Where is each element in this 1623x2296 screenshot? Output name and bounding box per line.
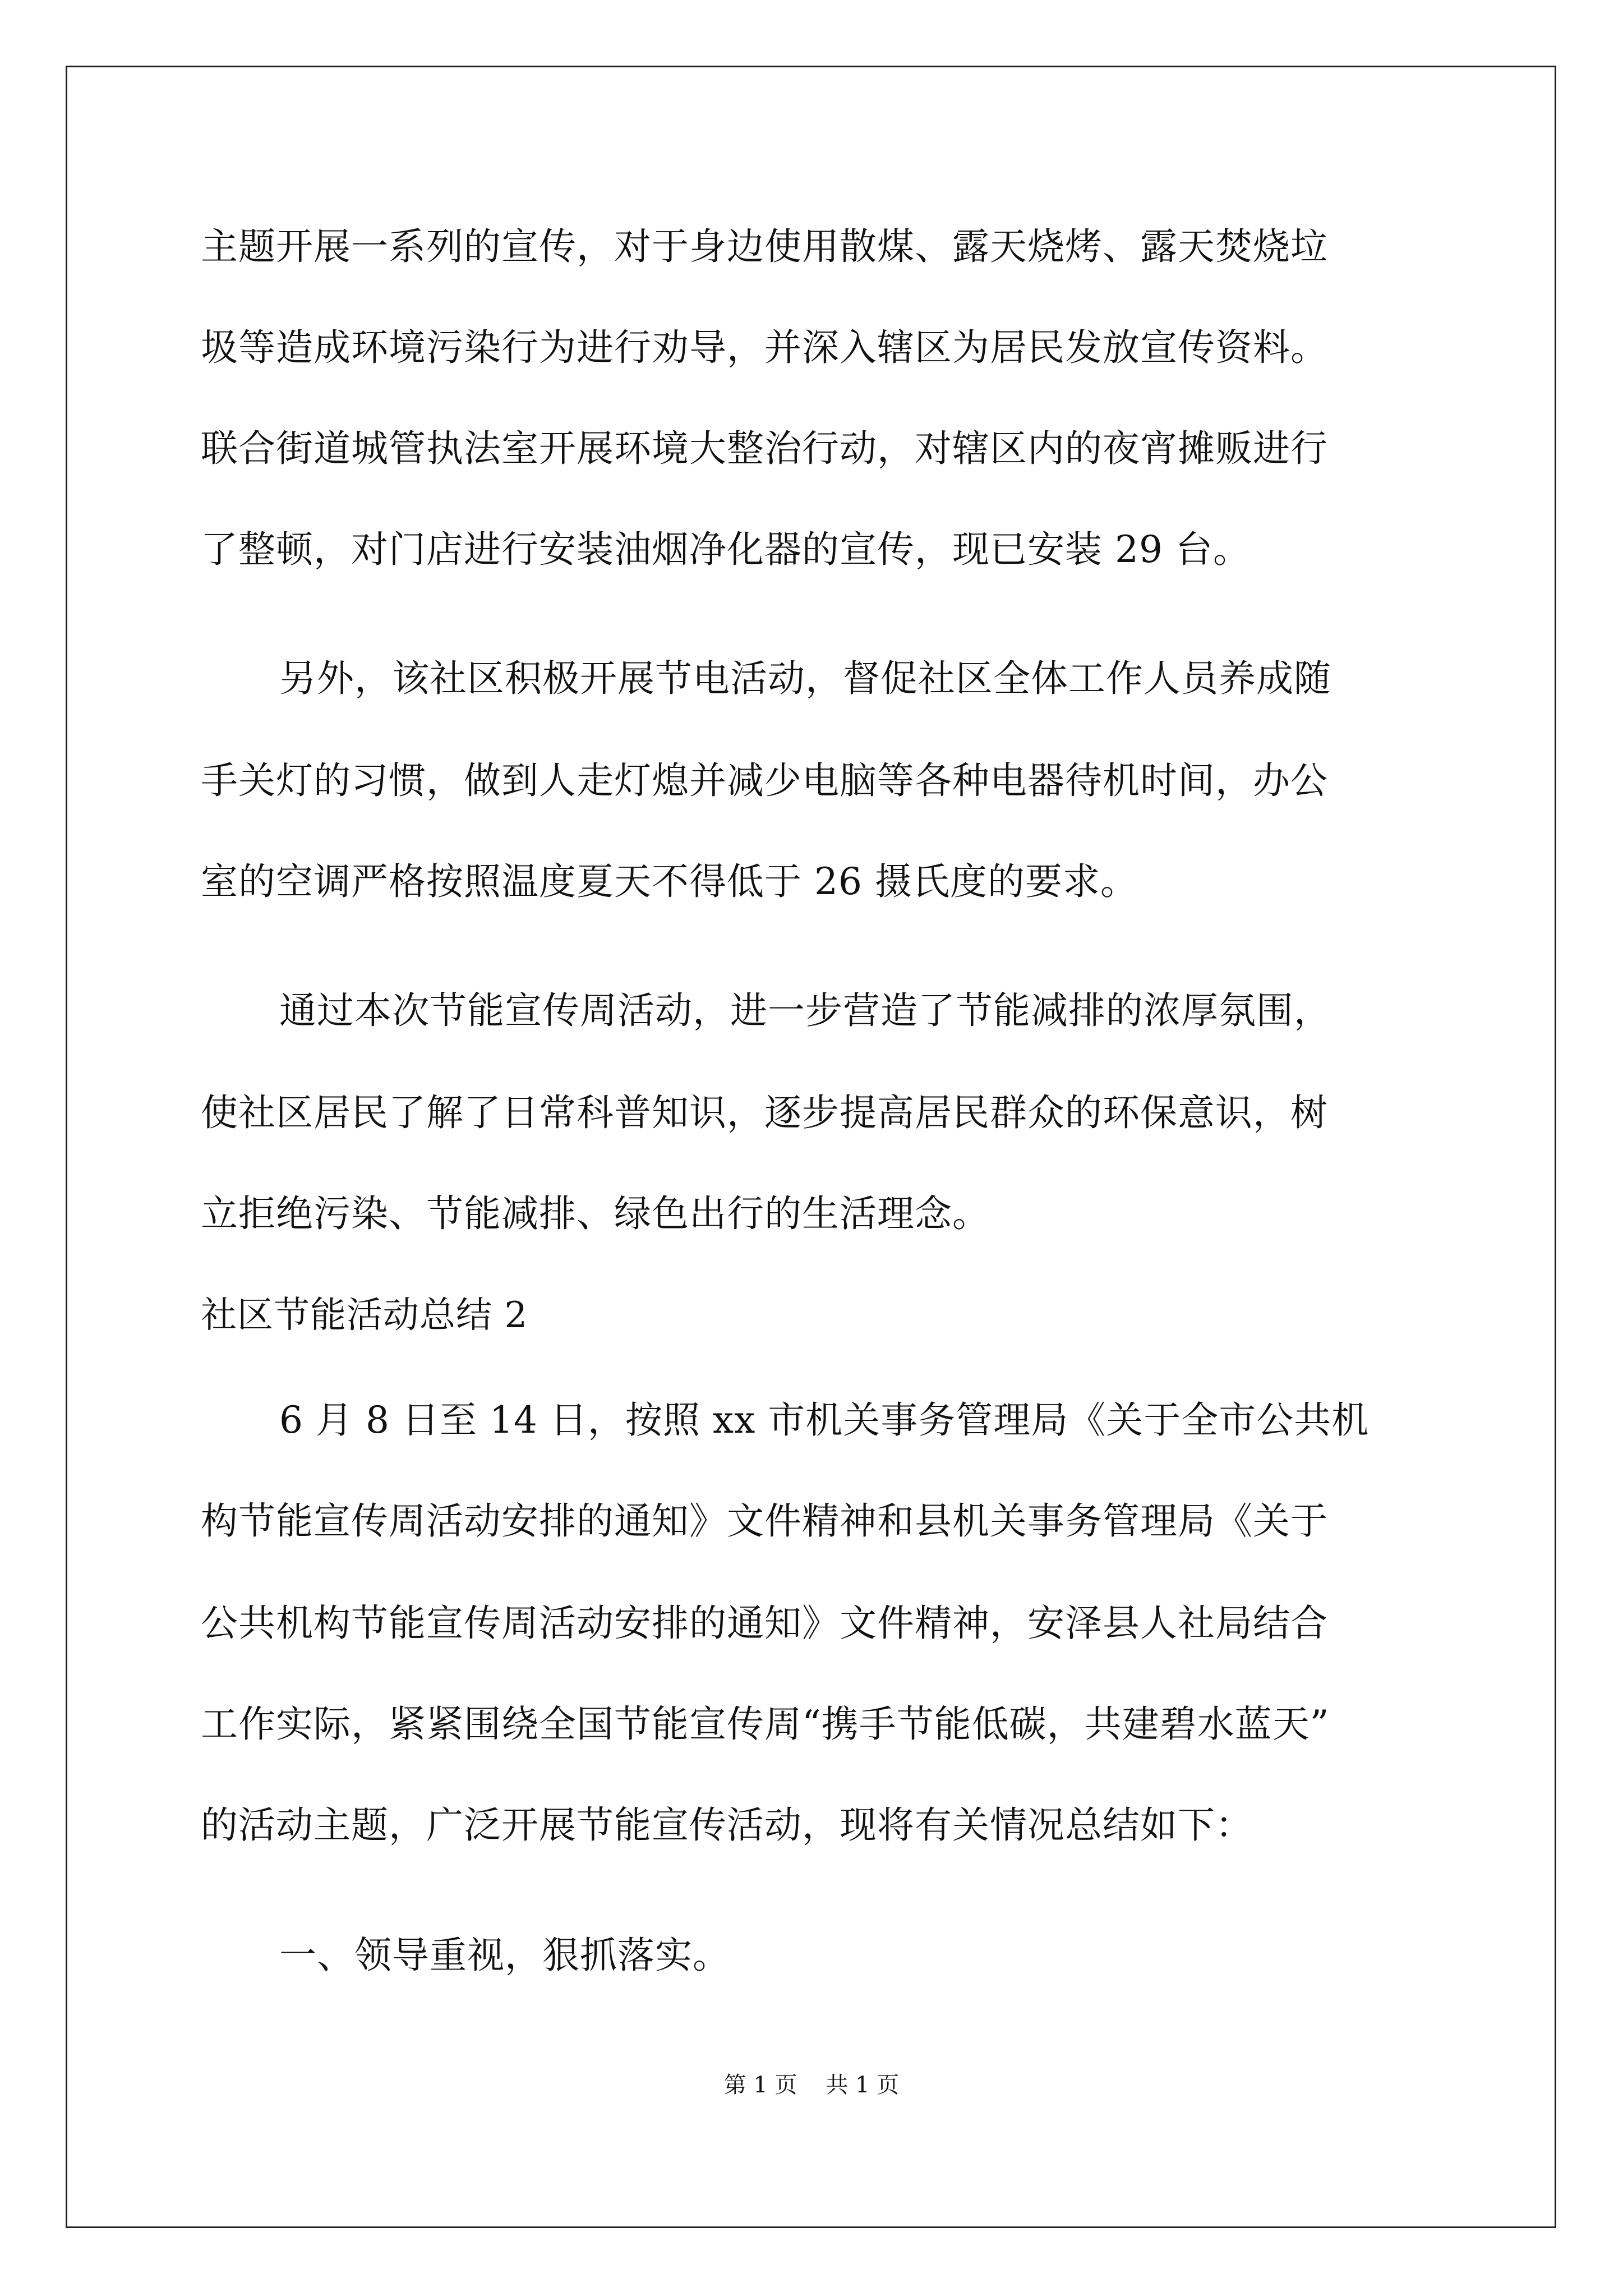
page-border (66, 66, 1556, 2228)
body-line: 室的空调严格按照温度夏天不得低于 26 摄氏度的要求。 (201, 860, 1138, 903)
body-line: 的活动主题，广泛开展节能宣传活动，现将有关情况总结如下： (201, 1803, 1253, 1847)
section-heading: 社区节能活动总结 2 (201, 1295, 528, 1336)
body-line: 立拒绝污染、节能减排、绿色出行的生活理念。 (201, 1192, 990, 1235)
body-line: 工作实际，紧紧围绕全国节能宣传周“携手节能低碳，共建碧水蓝天” (201, 1703, 1330, 1746)
body-line: 了整顿，对门店进行安装油烟净化器的宣传，现已安装 29 台。 (201, 528, 1251, 571)
body-line: 主题开展一系列的宣传，对于身边使用散煤、露天烧烤、露天焚烧垃 (201, 225, 1328, 268)
paragraph-first-line: 6 月 8 日至 14 日，按照 xx 市机关事务管理局《关于全市公共机 (279, 1398, 1370, 1442)
body-line: 联合街道城管执法室开展环境大整治行动，对辖区内的夜宵摊贩进行 (201, 427, 1328, 470)
body-line: 公共机构节能宣传周活动安排的通知》文件精神，安泽县人社局结合 (201, 1602, 1328, 1645)
body-line: 构节能宣传周活动安排的通知》文件精神和县机关事务管理局《关于 (201, 1499, 1328, 1543)
body-line: 使社区居民了解了日常科普知识，逐步提高居民群众的环保意识，树 (201, 1091, 1328, 1134)
body-line: 圾等造成环境污染行为进行劝导，并深入辖区为居民发放宣传资料。 (201, 326, 1328, 369)
paragraph-first-line: 另外，该社区积极开展节电活动，督促社区全体工作人员养成随 (279, 657, 1331, 700)
subsection-heading: 一、领导重视，狠抓落实。 (279, 1934, 730, 1977)
body-line: 手关灯的习惯，做到人走灯熄并减少电脑等各种电器待机时间，办公 (201, 759, 1328, 802)
paragraph-first-line: 通过本次节能宣传周活动，进一步营造了节能减排的浓厚氛围， (279, 989, 1331, 1032)
page-number-footer: 第 1 页 共 1 页 (723, 2072, 900, 2098)
